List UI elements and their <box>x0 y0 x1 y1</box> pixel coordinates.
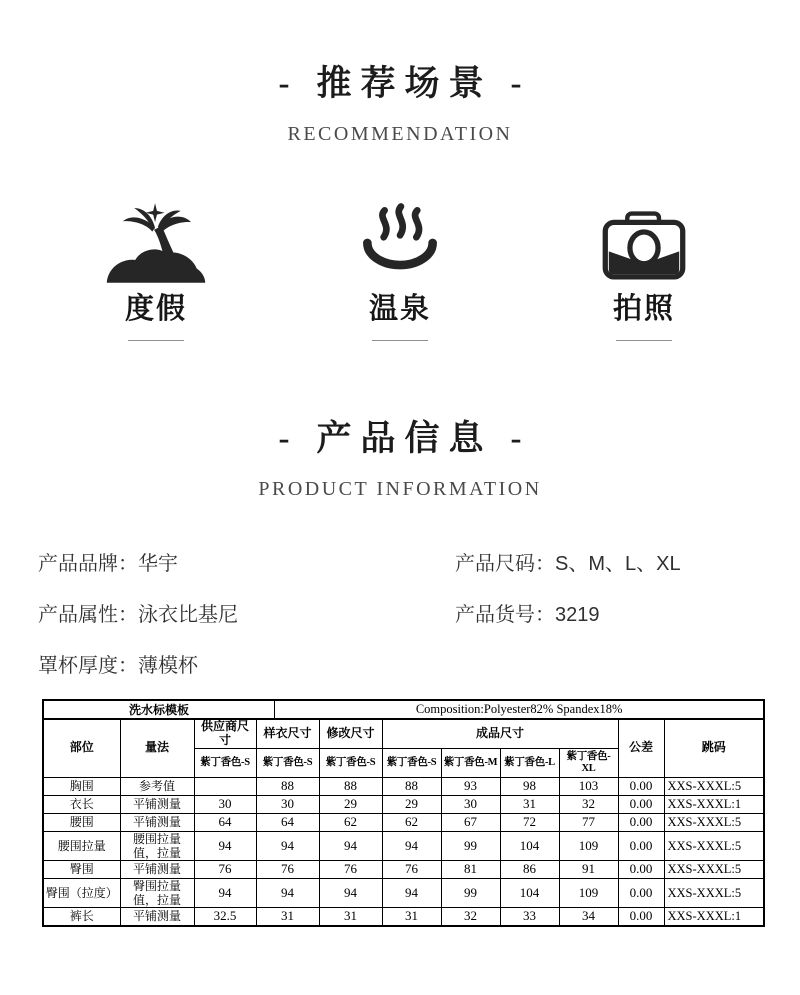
part-cell: 裤长 <box>43 907 120 926</box>
color-header-finished-s: 紫丁香色-S <box>382 748 441 777</box>
value-cell: 94 <box>319 831 382 860</box>
camera-icon <box>600 198 688 286</box>
value-cell: 64 <box>256 813 319 831</box>
recommendation-title-row <box>0 64 800 104</box>
value-cell: 93 <box>441 777 500 795</box>
value-cell: 31 <box>382 907 441 926</box>
value-cell: 30 <box>194 795 256 813</box>
header-finished-size: 成品尺寸 <box>382 719 618 748</box>
value-cell: 94 <box>256 878 319 907</box>
value-cell: 30 <box>256 795 319 813</box>
grading-cell: XXS-XXXL:1 <box>664 907 764 926</box>
value-cell: 30 <box>441 795 500 813</box>
value-cell: 31 <box>500 795 559 813</box>
value-cell: 88 <box>382 777 441 795</box>
value-cell: 94 <box>382 831 441 860</box>
table-row <box>43 831 764 860</box>
part-cell: 臀围（拉度） <box>43 878 120 907</box>
scene-label-photo: 拍照 <box>612 293 675 325</box>
title-dash-left: - <box>278 66 290 102</box>
grading-cell: XXS-XXXL:1 <box>664 795 764 813</box>
grading-cell: XXS-XXXL:5 <box>664 860 764 878</box>
title-dash-right: - <box>510 421 522 457</box>
part-cell: 腰围拉量 <box>43 831 120 860</box>
measure-cell: 平铺测量 <box>120 907 194 926</box>
table-row <box>43 907 764 926</box>
field-label: 罩杯厚度： <box>38 655 138 677</box>
field-label: 产品货号： <box>455 604 555 626</box>
color-header-supplier-s: 紫丁香色-S <box>194 748 256 777</box>
value-cell: 88 <box>319 777 382 795</box>
value-cell: 77 <box>559 813 618 831</box>
value-cell: 76 <box>256 860 319 878</box>
scene-photo <box>544 198 744 341</box>
field-attribute <box>38 604 455 626</box>
tolerance-cell: 0.00 <box>618 777 664 795</box>
header-sample-size: 样衣尺寸 <box>256 719 319 748</box>
header-grading: 跳码 <box>664 719 764 777</box>
value-cell: 76 <box>382 860 441 878</box>
grading-cell: XXS-XXXL:5 <box>664 777 764 795</box>
wash-label-header-cell: 洗水标模板 <box>44 701 275 718</box>
product-fields <box>38 553 762 677</box>
measure-cell: 腰围拉量值，拉量 <box>120 831 194 860</box>
color-header-finished-l: 紫丁香色-L <box>500 748 559 777</box>
color-header-finished-xl: 紫丁香色-XL <box>559 748 618 777</box>
product-info-section <box>0 419 800 677</box>
measure-cell: 参考值 <box>120 777 194 795</box>
value-cell: 31 <box>319 907 382 926</box>
table-row <box>43 795 764 813</box>
value-cell: 31 <box>256 907 319 926</box>
product-info-title: 产品信息 <box>316 419 493 458</box>
value-cell: 67 <box>441 813 500 831</box>
tolerance-cell: 0.00 <box>618 831 664 860</box>
value-cell: 62 <box>319 813 382 831</box>
header-tolerance: 公差 <box>618 719 664 777</box>
field-value: 泳衣比基尼 <box>138 604 238 626</box>
color-header-sample-s: 紫丁香色-S <box>256 748 319 777</box>
field-value: 3219 <box>555 604 600 626</box>
value-cell: 98 <box>500 777 559 795</box>
value-cell: 64 <box>194 813 256 831</box>
value-cell: 104 <box>500 878 559 907</box>
value-cell: 94 <box>194 831 256 860</box>
header-revised-size: 修改尺寸 <box>319 719 382 748</box>
scene-hot-spring <box>300 198 500 341</box>
product-detail-page <box>0 64 800 927</box>
value-cell: 91 <box>559 860 618 878</box>
value-cell: 29 <box>319 795 382 813</box>
value-cell: 32.5 <box>194 907 256 926</box>
field-value: 薄模杯 <box>138 655 198 677</box>
value-cell: 32 <box>559 795 618 813</box>
part-cell: 臀围 <box>43 860 120 878</box>
measure-cell: 平铺测量 <box>120 813 194 831</box>
tolerance-cell: 0.00 <box>618 795 664 813</box>
recommendation-section <box>0 64 800 341</box>
product-info-subtitle: PRODUCT INFORMATION <box>258 478 542 500</box>
field-cup-thickness <box>38 655 455 677</box>
grading-cell: XXS-XXXL:5 <box>664 813 764 831</box>
scene-label-vacation: 度假 <box>124 293 187 325</box>
value-cell: 33 <box>500 907 559 926</box>
value-cell: 94 <box>256 831 319 860</box>
scene-underline <box>616 340 672 341</box>
color-header-finished-m: 紫丁香色-M <box>441 748 500 777</box>
table-row <box>43 860 764 878</box>
part-cell: 胸围 <box>43 777 120 795</box>
value-cell: 99 <box>441 878 500 907</box>
grading-cell: XXS-XXXL:5 <box>664 831 764 860</box>
table-top-row <box>43 700 764 719</box>
grading-cell: XXS-XXXL:5 <box>664 878 764 907</box>
value-cell: 29 <box>382 795 441 813</box>
value-cell: 81 <box>441 860 500 878</box>
value-cell: 62 <box>382 813 441 831</box>
field-label: 产品属性： <box>38 604 138 626</box>
measure-cell: 平铺测量 <box>120 860 194 878</box>
field-value: S、M、L、XL <box>555 553 681 575</box>
table-row <box>43 777 764 795</box>
part-cell: 衣长 <box>43 795 120 813</box>
field-value: 华宇 <box>138 553 178 575</box>
header-part: 部位 <box>43 719 120 777</box>
value-cell: 109 <box>559 878 618 907</box>
value-cell: 72 <box>500 813 559 831</box>
product-info-title-row <box>0 419 800 459</box>
table-row <box>43 878 764 907</box>
value-cell: 94 <box>319 878 382 907</box>
tolerance-cell: 0.00 <box>618 860 664 878</box>
title-dash-left: - <box>278 421 290 457</box>
value-cell: 34 <box>559 907 618 926</box>
measure-cell: 平铺测量 <box>120 795 194 813</box>
value-cell: 76 <box>194 860 256 878</box>
field-brand <box>38 553 455 575</box>
size-table <box>42 699 765 927</box>
size-table-body <box>43 777 764 926</box>
value-cell: 99 <box>441 831 500 860</box>
size-table-section <box>42 699 763 927</box>
title-dash-right: - <box>510 66 522 102</box>
table-row <box>43 813 764 831</box>
value-cell: 109 <box>559 831 618 860</box>
part-cell: 腰围 <box>43 813 120 831</box>
tolerance-cell: 0.00 <box>618 907 664 926</box>
value-cell: 94 <box>382 878 441 907</box>
recommendation-subtitle: RECOMMENDATION <box>287 123 513 145</box>
color-header-revised-s: 紫丁香色-S <box>319 748 382 777</box>
scenes-row <box>56 198 744 341</box>
palm-island-icon <box>103 198 209 286</box>
measure-cell: 臀围拉量值，拉量 <box>120 878 194 907</box>
scene-underline <box>128 340 184 341</box>
field-label: 产品品牌： <box>38 553 138 575</box>
value-cell: 86 <box>500 860 559 878</box>
hot-spring-icon <box>352 198 448 286</box>
tolerance-cell: 0.00 <box>618 813 664 831</box>
value-cell: 94 <box>194 878 256 907</box>
scene-vacation <box>56 198 256 341</box>
tolerance-cell: 0.00 <box>618 878 664 907</box>
top-row-cell <box>43 700 764 719</box>
composition-header-cell: Composition:Polyester82% Spandex18% <box>415 702 623 716</box>
table-group-header-row <box>43 719 764 748</box>
value-cell: 32 <box>441 907 500 926</box>
value-cell: 76 <box>319 860 382 878</box>
value-cell: 104 <box>500 831 559 860</box>
field-item-number <box>455 604 762 626</box>
field-sizes <box>455 553 762 575</box>
field-label: 产品尺码： <box>455 553 555 575</box>
header-supplier-size: 供应商尺寸 <box>194 719 256 748</box>
value-cell: 103 <box>559 777 618 795</box>
recommendation-title: 推荐场景 <box>316 64 493 103</box>
value-cell: 88 <box>256 777 319 795</box>
scene-label-hot-spring: 温泉 <box>368 293 431 325</box>
header-measure: 量法 <box>120 719 194 777</box>
scene-underline <box>372 340 428 341</box>
value-cell <box>194 777 256 795</box>
